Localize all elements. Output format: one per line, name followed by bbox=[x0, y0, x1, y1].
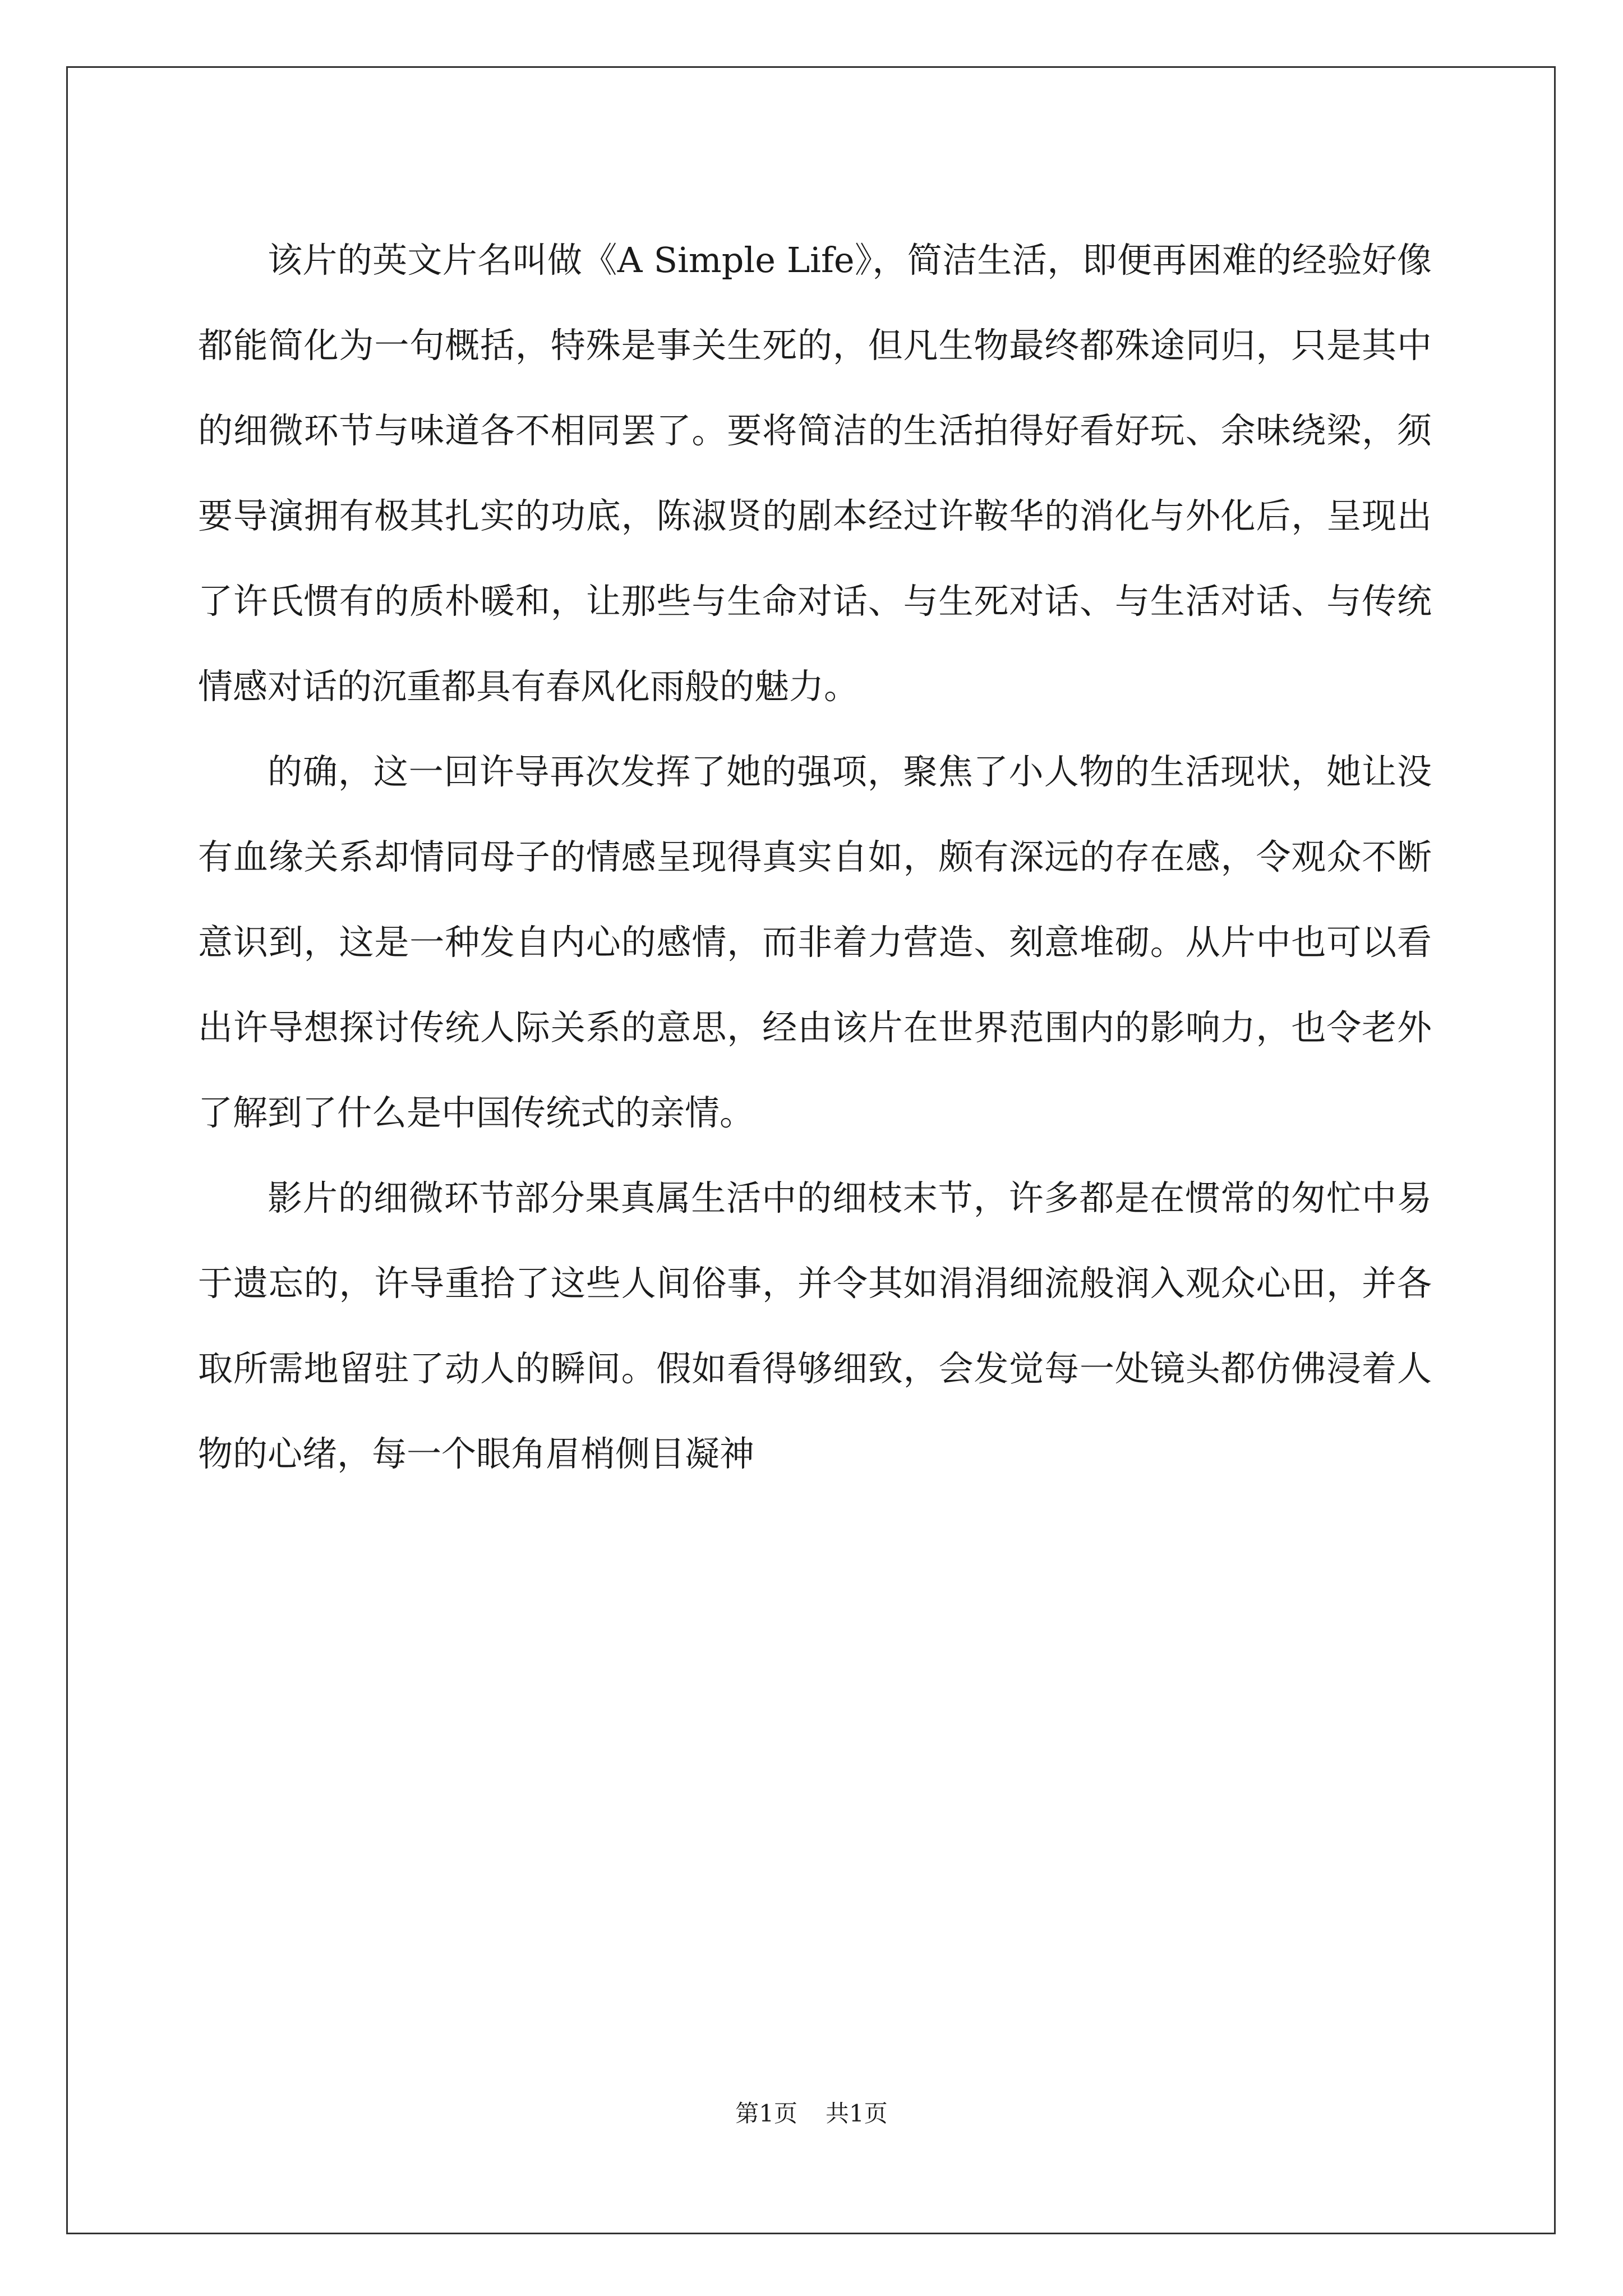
paragraph-2: 的确，这一回许导再次发挥了她的强项，聚焦了小人物的生活现状，她让没有血缘关系却情同母子的情感呈现得真实自如，颇有深远的存在感，令观众不断意识到，这是一种发自内心的感情，而非着力营造、刻意堆砌。从片中也可以看出许导想探讨传统人际关系的意思，经由该片在世界范围内的影响力，也令老外了解到了什么是中国传统式的亲情。 bbox=[198, 751, 1432, 1133]
document-body bbox=[198, 218, 1432, 1497]
page-number: 第1页 bbox=[735, 2100, 797, 2127]
paragraph-1: 该片的英文片名叫做《A Simple Life》，简洁生活，即便再困难的经验好像都能简化为一句概括，特殊是事关生死的，但凡生物最终都殊途同归，只是其中的细微环节与味道各不相同罢了。要将简洁的生活拍得好看好玩、余味绕梁，须要导演拥有极其扎实的功底，陈淑贤的剧本经过许鞍华的消化与外化后，呈现出了许氏惯有的质朴暖和，让那些与生命对话、与生死对话、与生活对话、与传统情感对话的沉重都具有春风化雨般的魅力。 bbox=[198, 240, 1432, 707]
page-footer bbox=[0, 2095, 1623, 2129]
page-total: 共1页 bbox=[826, 2100, 888, 2127]
paragraph-3: 影片的细微环节部分果真属生活中的细枝末节，许多都是在惯常的匆忙中易于遗忘的，许导重拾了这些人间俗事，并令其如涓涓细流般润入观众心田，并各取所需地留驻了动人的瞬间。假如看得够细致，会发觉每一处镜头都仿佛浸着人物的心绪，每一个眼角眉梢侧目凝神 bbox=[198, 1177, 1432, 1474]
